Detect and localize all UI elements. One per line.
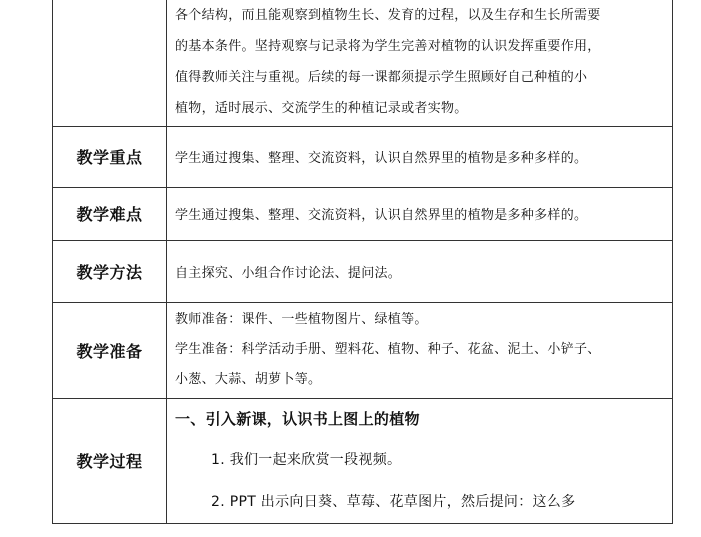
difficulties-content: 学生通过搜集、整理、交流资料，认识自然界里的植物是多种多样的。 xyxy=(167,187,673,240)
intro-line: 植物，适时展示、交流学生的种植记录或者实物。 xyxy=(175,101,468,116)
table-row-process xyxy=(53,398,673,523)
lesson-plan-table xyxy=(52,0,673,524)
key-points-content: 学生通过搜集、整理、交流资料，认识自然界里的植物是多种多样的。 xyxy=(167,126,673,187)
intro-line: 值得教师关注与重视。后续的每一课都须提示学生照顾好自己种植的小 xyxy=(175,70,588,85)
process-content xyxy=(167,398,673,523)
methods-content: 自主探究、小组合作讨论法、提问法。 xyxy=(167,240,673,302)
difficulties-label: 教学难点 xyxy=(53,187,167,240)
preparation-line: 小葱、大蒜、胡萝卜等。 xyxy=(175,372,322,387)
process-label: 教学过程 xyxy=(53,398,167,523)
intro-content-cell xyxy=(167,0,673,126)
process-step: 2. PPT 出示向日葵、草莓、花草图片，然后提问：这么多 xyxy=(211,493,576,510)
empty-label-cell xyxy=(53,0,167,126)
process-step: 1. 我们一起来欣赏一段视频。 xyxy=(211,451,402,468)
methods-label: 教学方法 xyxy=(53,240,167,302)
intro-line: 的基本条件。坚持观察与记录将为学生完善对植物的认识发挥重要作用， xyxy=(175,39,601,54)
preparation-content xyxy=(167,302,673,398)
table-row-key-points xyxy=(53,126,673,187)
process-heading: 一、引入新课，认识书上图上的植物 xyxy=(175,409,420,428)
table-row-intro xyxy=(53,0,673,126)
table-row-preparation xyxy=(53,302,673,398)
preparation-label: 教学准备 xyxy=(53,302,167,398)
key-points-label: 教学重点 xyxy=(53,126,167,187)
intro-line: 各个结构，而且能观察到植物生长、发育的过程，以及生存和生长所需要 xyxy=(175,8,601,23)
preparation-line: 学生准备：科学活动手册、塑料花、植物、种子、花盆、泥土、小铲子、 xyxy=(175,342,601,357)
table-row-methods xyxy=(53,240,673,302)
preparation-line: 教师准备：课件、一些植物图片、绿植等。 xyxy=(175,312,428,327)
table-row-difficulties xyxy=(53,187,673,240)
